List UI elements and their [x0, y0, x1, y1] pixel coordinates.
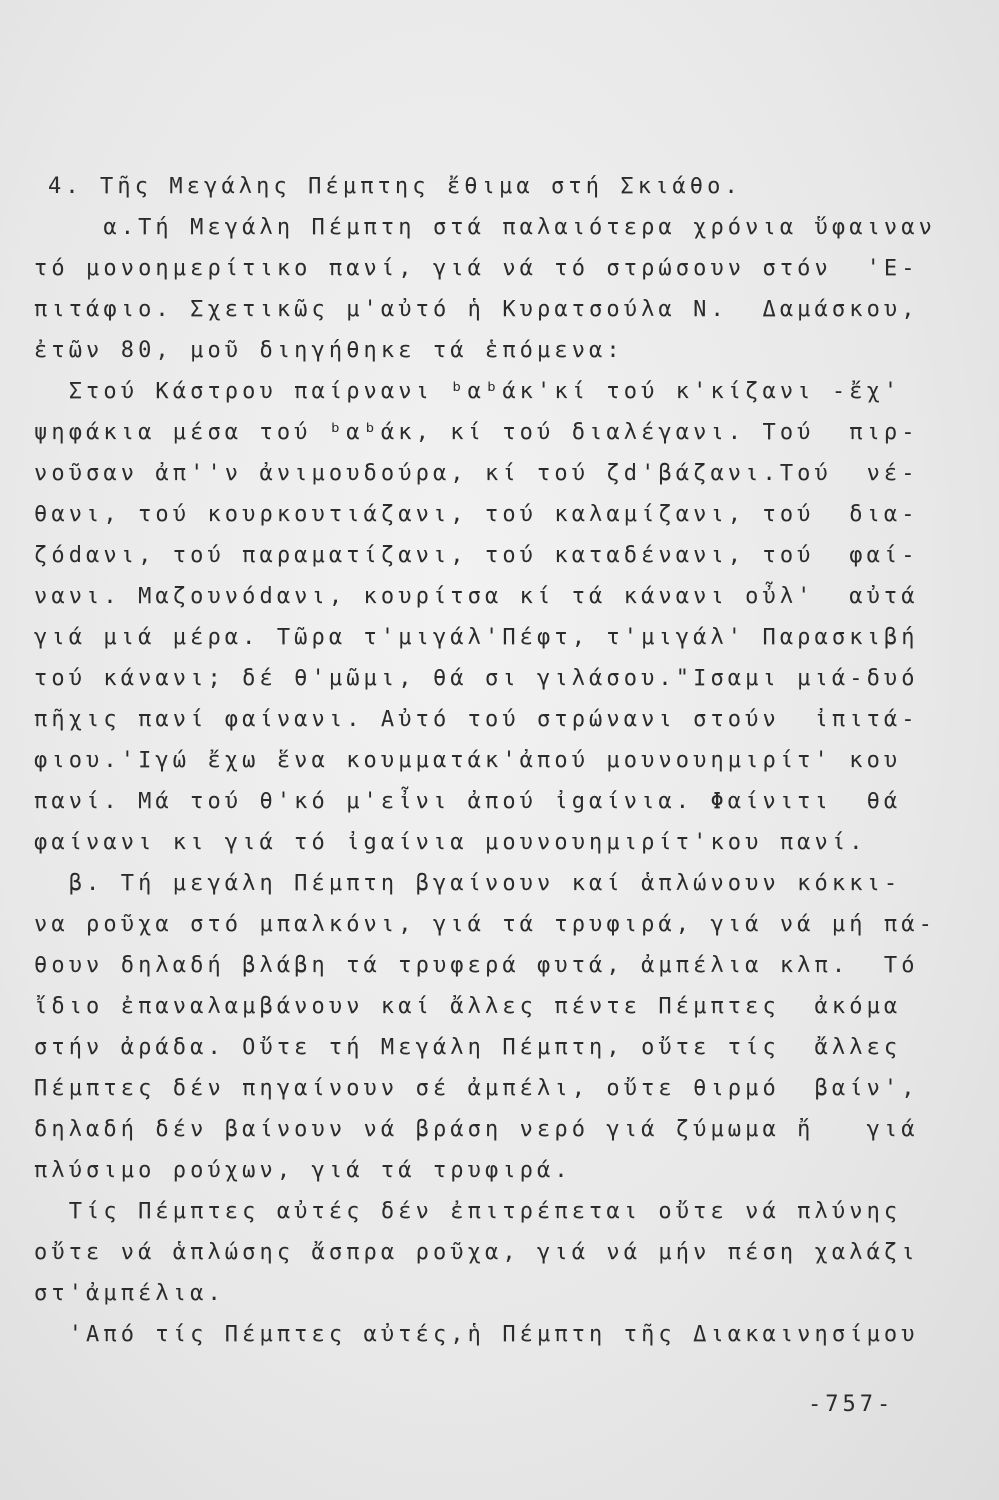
text-line: πλύσιμο ρούχων, γιά τά τρυφιρά. — [34, 1158, 572, 1183]
text-line: Πέμπτες δέν πηγαίνουν σέ ἀμπέλι, οὔτε θιρμό βαίν', — [34, 1076, 919, 1101]
text-line: α.Τή Μεγάλη Πέμπτη στά παλαιότερα χρόνια ὕφαιναν — [34, 215, 936, 240]
text-line: ἴδιο ἐπαναλαμβάνουν καί ἄλλες πέντε Πέμπτες ἀκόμα — [34, 994, 902, 1019]
text-line: Στού Κάστρου παίρνανι ᵇαᵇάκ'κί τού κ'κίζανι -ἔχ' — [34, 379, 902, 404]
text-line: τού κάνανι; δέ θ'μῶμι, θά σι γιλάσου."Ισαμι μιά-δυό — [34, 666, 919, 691]
text-line: ψηφάκια μέσα τού ᵇαᵇάκ, κί τού διαλέγανι. Τού πιρ- — [34, 420, 919, 445]
text-line: οὔτε νά ἁπλώσης ἄσπρα ροῦχα, γιά νά μήν πέση χαλάζι — [34, 1240, 919, 1265]
text-body — [34, 166, 936, 1355]
text-line: στ'ἀμπέλια. — [34, 1281, 225, 1306]
text-line: στήν ἀράδα. Οὔτε τή Μεγάλη Πέμπτη, οὔτε τίς ἄλλες — [34, 1035, 902, 1060]
text-line: φιου.'Ιγώ ἔχω ἕνα κουμματάκ'ἀπού μουνουημιρίτ' κου — [34, 748, 902, 773]
text-line: πιτάφιο. Σχετικῶς μ'αὐτό ἡ Κυρατσούλα Ν. Δαμάσκου, — [34, 297, 919, 322]
text-line: θουν δηλαδή βλάβη τά τρυφερά φυτά, ἀμπέλια κλπ. Τό — [34, 953, 919, 978]
text-line: νοῦσαν ἀπ''ν ἀνιμουδούρα, κί τού ζd'βάζανι.Τού νέ- — [34, 461, 919, 486]
text-line: νανι. Μαζουνόdανι, κουρίτσα κί τά κάνανι οὖλ' αὐτά — [34, 584, 919, 609]
text-line: β. Τή μεγάλη Πέμπτη βγαίνουν καί ἁπλώνουν κόκκι- — [34, 871, 902, 896]
text-line: 'Από τίς Πέμπτες αὐτές,ἡ Πέμπτη τῆς Διακαινησίμου — [34, 1322, 919, 1347]
section-heading: 4. Τῆς Μεγάλης Πέμπτης ἔθιμα στή Σκιάθο. — [48, 174, 742, 199]
text-line: πῆχις πανί φαίνανι. Αὐτό τού στρώνανι στούν ἰπιτά- — [34, 707, 919, 732]
text-line: γιά μιά μέρα. Τῶρα τ'μιγάλ'Πέφτ, τ'μιγάλ' Παρασκιβή — [34, 625, 919, 650]
text-line: δηλαδή δέν βαίνουν νά βράση νερό γιά ζύμωμα ἤ γιά — [34, 1117, 919, 1142]
text-line: να ροῦχα στό μπαλκόνι, γιά τά τρυφιρά, γιά νά μή πά- — [34, 912, 936, 937]
text-line: θανι, τού κουρκουτιάζανι, τού καλαμίζανι, τού δια- — [34, 502, 919, 527]
text-line: Τίς Πέμπτες αὐτές δέν ἐπιτρέπεται οὔτε νά πλύνης — [34, 1199, 902, 1224]
text-line: ζόdανι, τού παραματίζανι, τού καταδένανι, τού φαί- — [34, 543, 919, 568]
text-line: τό μονοημερίτικο πανί, γιά νά τό στρώσουν στόν 'Ε- — [34, 256, 919, 281]
page-number: -757- — [808, 1392, 895, 1417]
text-line: πανί. Μά τού θ'κό μ'εἶνι ἀπού ἰgαίνια. Φαίνιτι θά — [34, 789, 902, 814]
text-line: φαίνανι κι γιά τό ἰgαίνια μουνουημιρίτ'κου πανί. — [34, 830, 867, 855]
text-line: ἐτῶν 80, μοῦ διηγήθηκε τά ἑπόμενα: — [34, 338, 624, 363]
